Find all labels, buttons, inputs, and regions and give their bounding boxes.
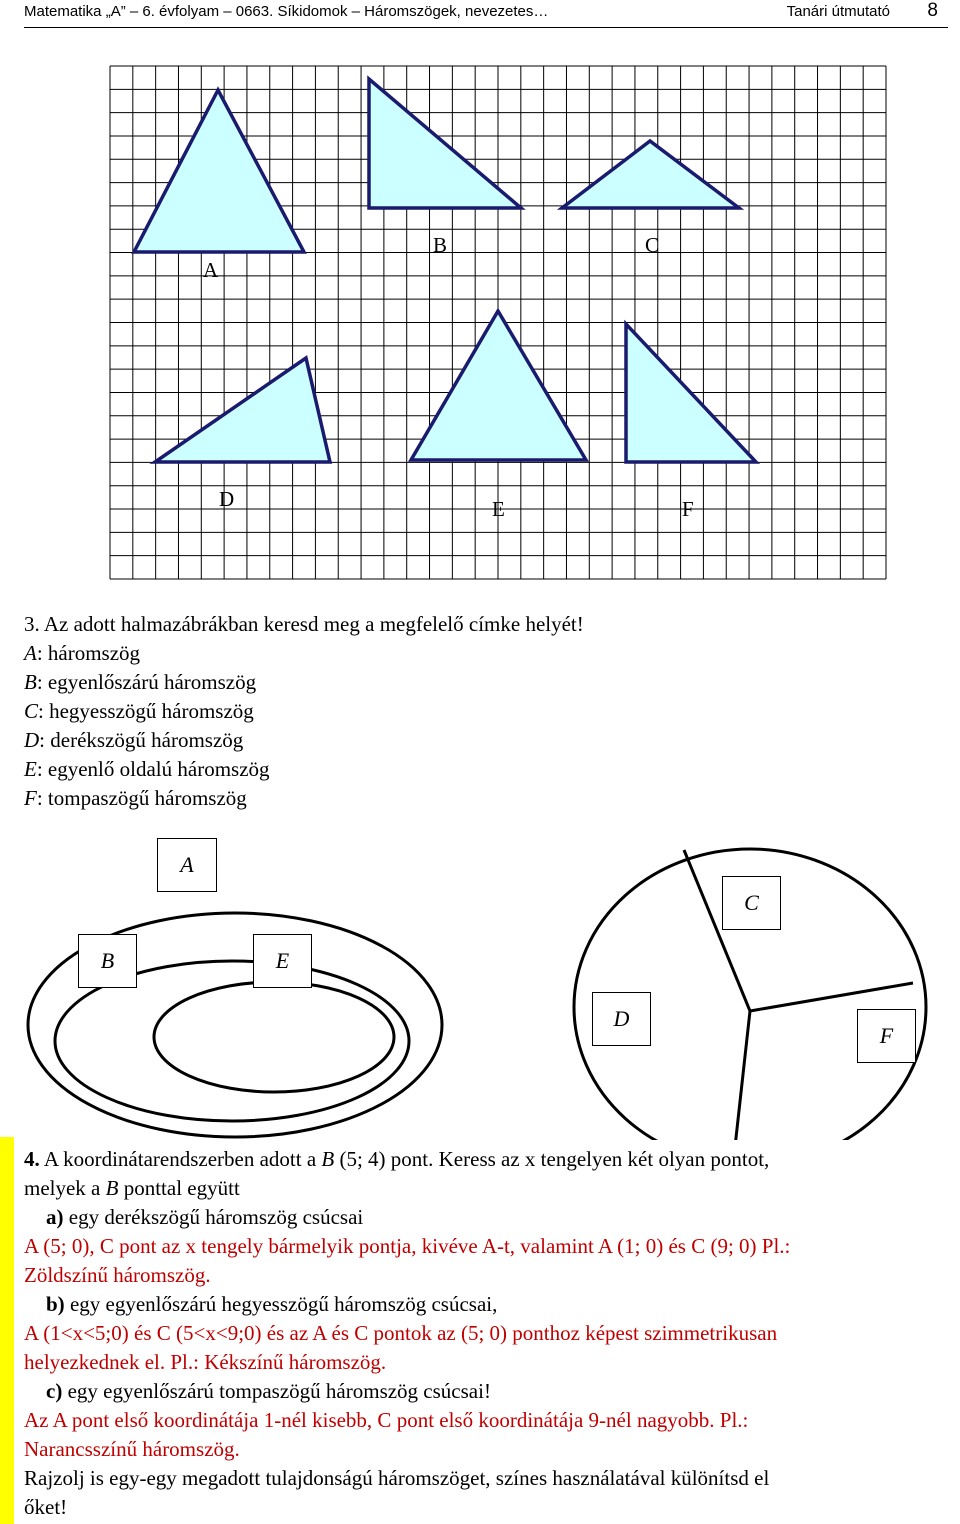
q4-part-a: a) egy derékszögű háromszög csúcsai xyxy=(46,1205,364,1229)
q4-answer-c-line-1: Az A pont első koordinátája 1-nél kisebb, C pont első koordinátája 9-nél nagyobb. Pl.: xyxy=(24,1408,749,1432)
triangle-label-d: D xyxy=(219,487,235,511)
triangle-label-b: B xyxy=(433,233,448,257)
highlight-bar xyxy=(0,1137,14,1524)
q4-line-1: 4. A koordinátarendszerben adott a B (5; 4) pont. Keress az x tengelyen két olyan pontot, xyxy=(24,1147,770,1171)
question-3 xyxy=(24,610,584,813)
page-number: 8 xyxy=(927,0,938,21)
q4-final-line-2: őket! xyxy=(24,1495,68,1519)
triangle-label-f: F xyxy=(682,497,694,521)
label-item-d: D: derékszögű háromszög xyxy=(24,728,244,752)
venn-label-box-a: A xyxy=(157,838,217,892)
q4-answer-b-line-1: A (1<x<5;0) és C (5<x<9;0) és az A és C pontok az (5; 0) ponthoz képest szimmetrikusan xyxy=(24,1321,778,1345)
label-item-b: B: egyenlőszárú háromszög xyxy=(24,670,257,694)
venn-label-box-f: F xyxy=(857,1009,916,1063)
triangle-label-e: E xyxy=(492,497,505,521)
question-4 xyxy=(0,1137,960,1524)
header-subtitle: Tanári útmutató xyxy=(786,3,890,20)
q4-part-b: b) egy egyenlőszárú hegyesszögű háromszög csúcsai, xyxy=(46,1292,498,1316)
triangle-c xyxy=(562,141,739,208)
triangle-f xyxy=(626,324,756,462)
question-3-title: 3. Az adott halmazábrákban keresd meg a megfelelő címke helyét! xyxy=(24,612,584,636)
venn-label-box-e: E xyxy=(253,934,312,988)
inner-set-ellipse xyxy=(154,982,394,1092)
triangle-label-a: A xyxy=(203,258,219,282)
label-item-a: A: háromszög xyxy=(24,641,141,665)
q4-answer-b-line-2: helyezkednek el. Pl.: Kékszínű háromszög. xyxy=(24,1350,387,1374)
partition-line-3 xyxy=(733,1011,750,1140)
triangle-label-c: C xyxy=(645,233,660,257)
set-diagrams xyxy=(0,830,960,1140)
partition-line-2 xyxy=(750,983,913,1011)
triangle-grid-figure xyxy=(0,0,960,600)
q4-line-2: melyek a B ponttal együtt xyxy=(24,1176,240,1200)
q4-answer-a-line-1: A (5; 0), C pont az x tengely bármelyik pontja, kivéve A-t, valamint A (1; 0) és C (9; 0) Pl.: xyxy=(24,1234,791,1258)
venn-label-box-d: D xyxy=(592,992,651,1046)
partition-line-1 xyxy=(684,850,750,1011)
triangle-a xyxy=(134,90,304,252)
label-item-e: E: egyenlő oldalú háromszög xyxy=(24,757,270,781)
header-title: Matematika „A” – 6. évfolyam – 0663. Síkidomok – Háromszögek, nevezetes… xyxy=(24,3,549,20)
triangle-e xyxy=(411,311,586,460)
label-item-f: F: tompaszögű háromszög xyxy=(24,786,247,810)
q4-final-line-1: Rajzolj is egy-egy megadott tulajdonságú háromszöget, színes használatával különítsd el xyxy=(24,1466,770,1490)
venn-label-box-b: B xyxy=(78,934,137,988)
q4-answer-a-line-2: Zöldszínű háromszög. xyxy=(24,1263,211,1287)
q4-part-c: c) egy egyenlőszárú tompaszögű háromszög csúcsai! xyxy=(46,1379,491,1403)
triangle-d xyxy=(155,358,330,462)
label-item-c: C: hegyesszögű háromszög xyxy=(24,699,254,723)
venn-label-box-c: C xyxy=(722,876,781,930)
q4-answer-c-line-2: Narancsszínű háromszög. xyxy=(24,1437,240,1461)
